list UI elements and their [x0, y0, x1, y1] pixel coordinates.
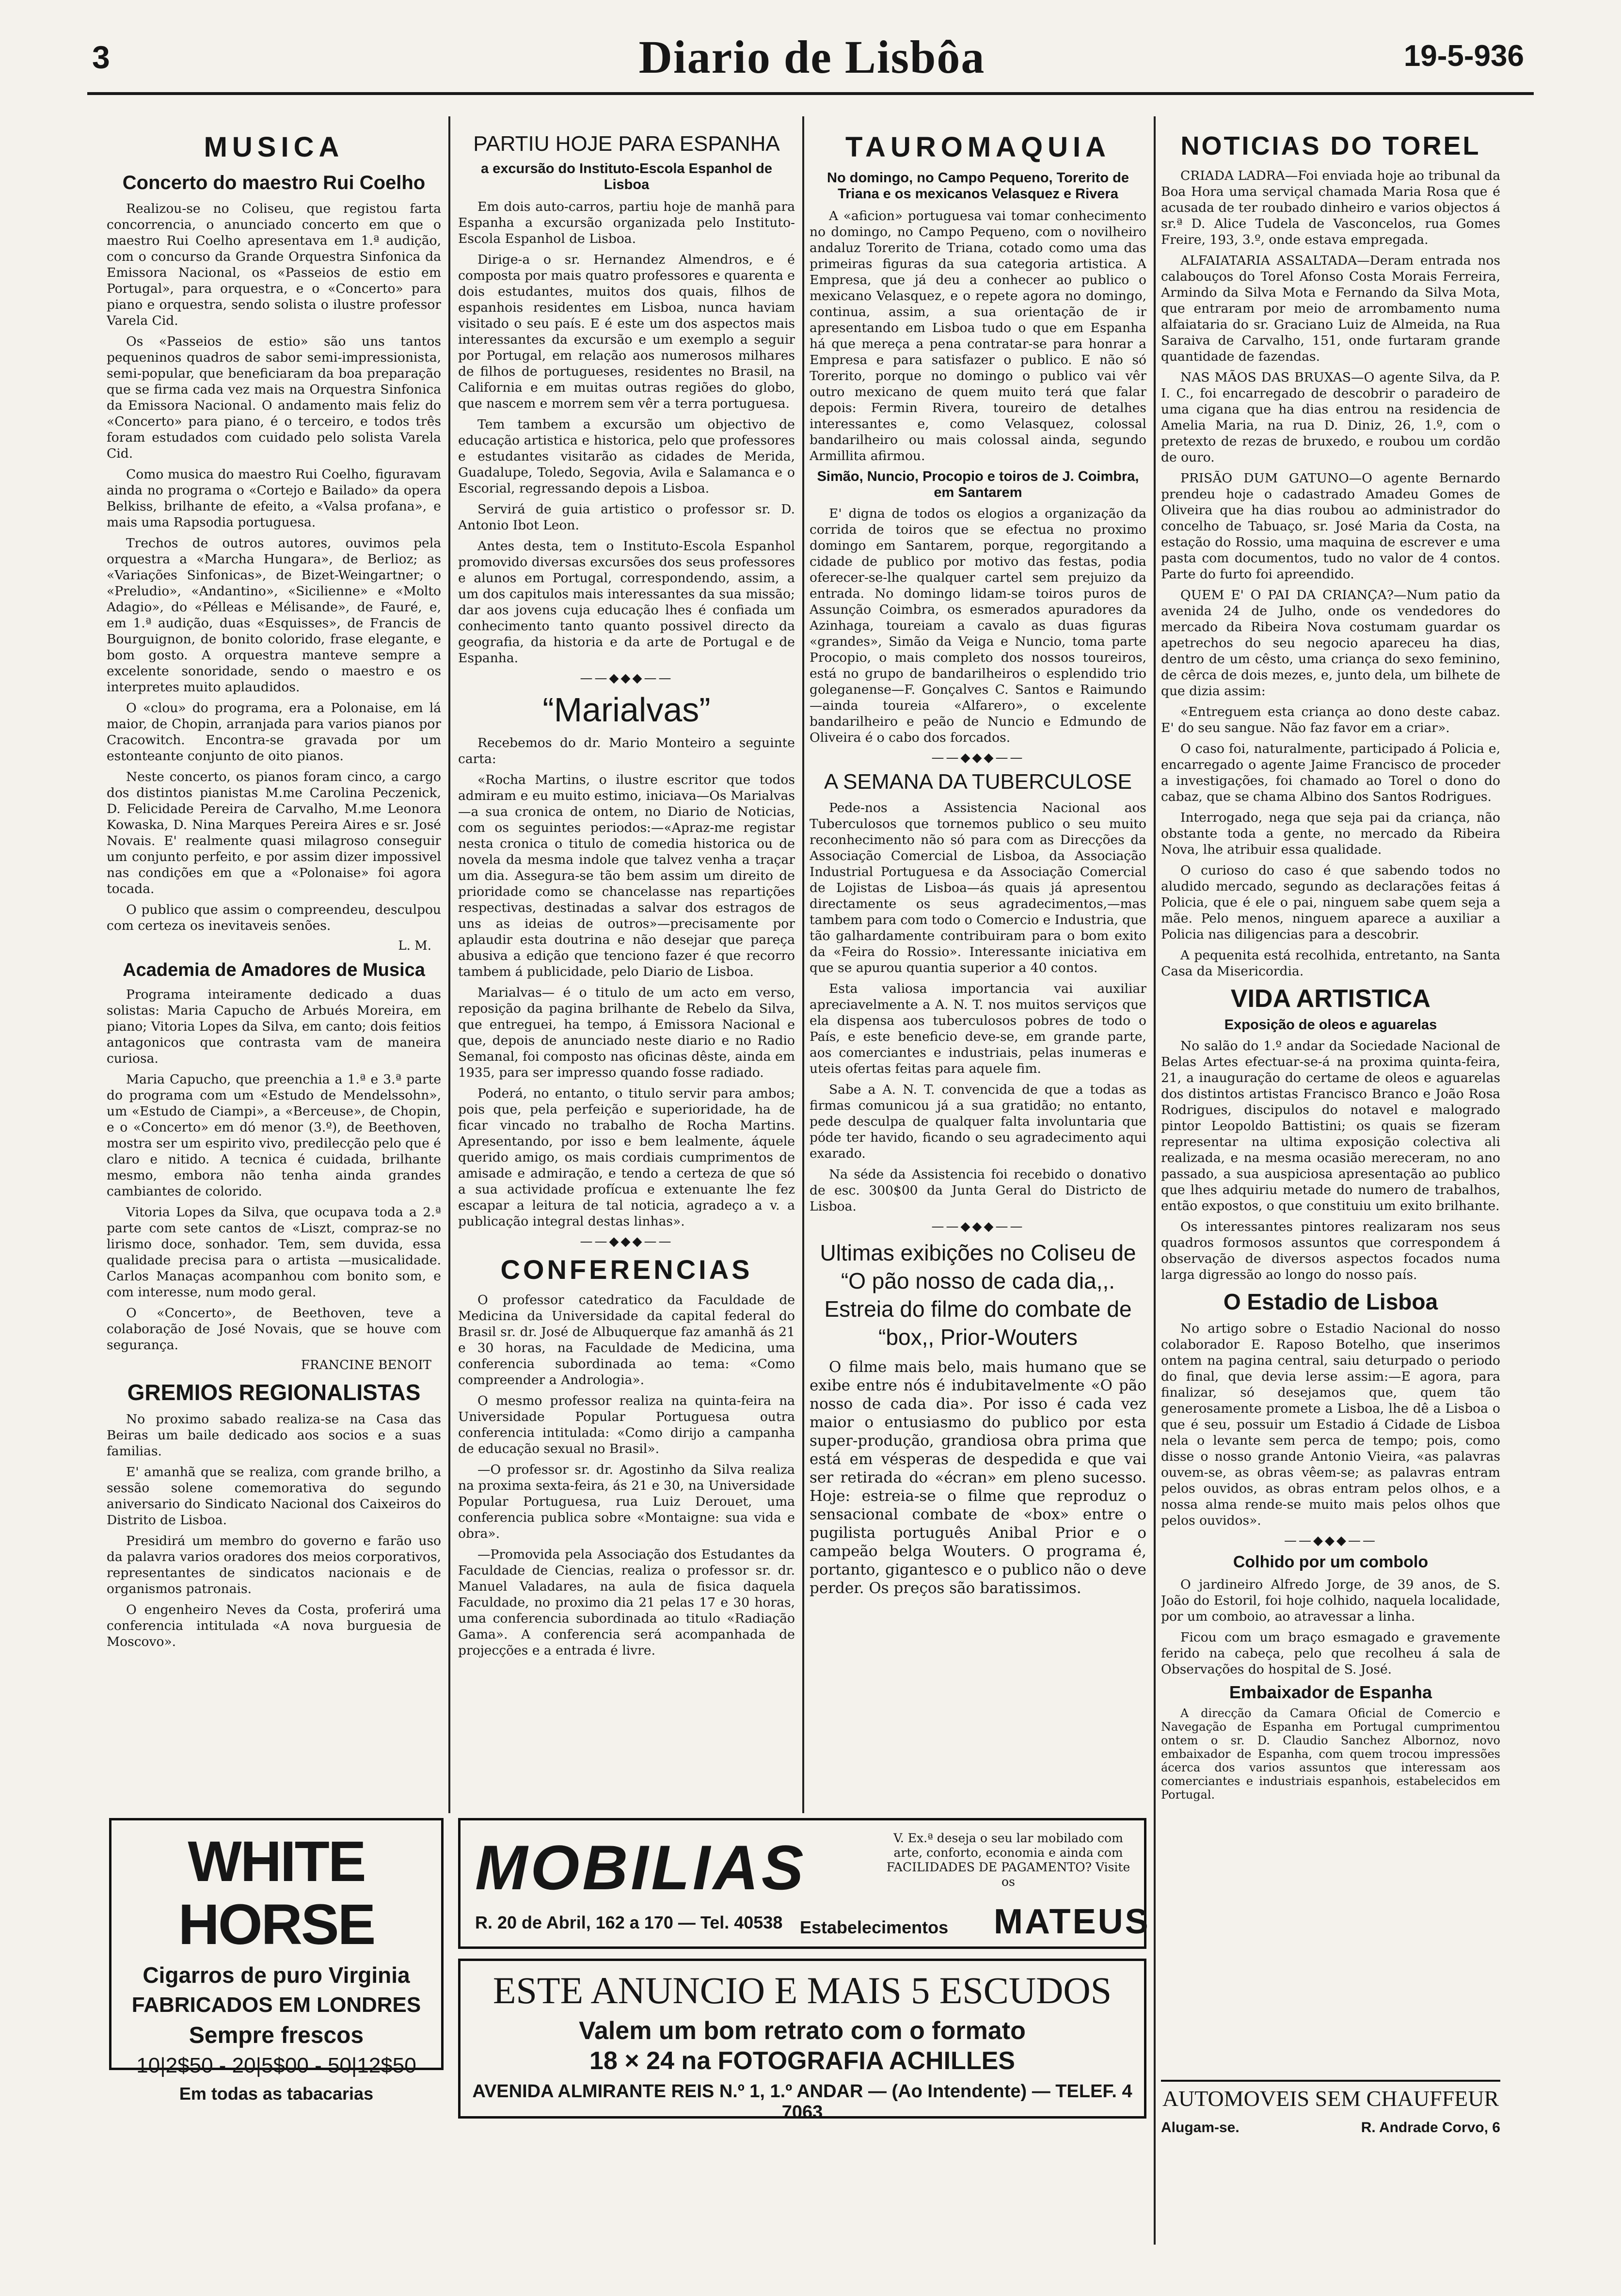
paragraph: Como musica do maestro Rui Coelho, figuravam ainda no programa o «Cortejo e Bailado» da opera Belkiss, brilhante de efeito, a «Valsa profana», e mais uma Rapsodia portuguesa. — [107, 467, 441, 530]
column-divider — [802, 116, 804, 1813]
paragraph: ALFAIATARIA ASSALTADA—Deram entrada nos calabouços do Torel Afonso Costa Morais Ferreira, Armindo da Silva Mota e Fernando da Silva Mota, que entraram por meio de arrombamento numa alfaiataria do sr. Graciano Luiz de Almeida, na Rua Saraiva de Carvalho, 151, onde furtaram grande quantidade de fazendas. — [1161, 253, 1500, 364]
header-rule — [87, 92, 1534, 95]
ad-line: Em todas as tabacarias — [179, 2084, 374, 2104]
paragraph: PRISÃO DUM GATUNO—O agente Bernardo prendeu hoje o cadastrado Amadeu Gomes de Oliveira que ha dias roubou ao administrador do concelho de Tabuaço, sr. José Maria da Costa, na estação do Rossio, uma maquina de escrever e uma pasta com documentos, tudo no valor de 4 contos. Parte do furto foi apreendido. — [1161, 471, 1500, 582]
ad-achilles — [458, 1959, 1146, 2122]
subheadline-excursao: a excursão do Instituto-Escola Espanhol de Lisboa — [480, 161, 773, 192]
paragraph: Poderá, no entanto, o titulo servir para ambos; pois que, pela perfeição e superioridade, ha de ficar vincado no trabalho de Rocha Martins. Apresentando, por isso e bem lealmente, áquele querido amigo, os mais cordiais cumprimentos de amisade e admiração, e tendo a certeza de que só a sua actividade profícua e extenuante lhe fez escapar a leitura de tal noticia, agradeço a v. a publicação integral destas linhas». — [458, 1086, 795, 1229]
paragraph: O curioso do caso é que sabendo todos no aludido mercado, segundo as declarações feitas á Policia, que é ele o pai, ninguem sabe quem seja a mãe. Pelo menos, ninguem aparece a auxiliar a Policia nas diligencias para a descobrir. — [1161, 863, 1500, 942]
paragraph: O professor catedratico da Faculdade de Medicina da Universidade da capital federal do Brasil sr. dr. José de Albuquerque faz amanhã ás 21 e 30 horas, na Faculdade de Medicina, uma conferencia subordinada ao tema: «Como compreender a Andrologia». — [458, 1292, 795, 1387]
separator: ——◆◆◆—— — [931, 750, 1025, 765]
paragraph: Programa inteiramente dedicado a duas solistas: Maria Capucho de Arbués Moreira, em piano; Vitoria Lopes da Silva, em canto; dois feitios antagonicos que contrasta vam de maneira curiosa. — [107, 987, 441, 1066]
ad-line: Estabelecimentos — [800, 1917, 949, 1937]
issue-date: 19-5-936 — [1403, 39, 1524, 73]
subheadline-campo-pequeno: No domingo, no Campo Pequeno, Torerito de Triana e os mexicanos Velasquez e Rivera — [827, 170, 1129, 202]
paragraph: Tem tambem a excursão um objectivo de educação artistica e historica, pelo que professores e estudantes visitarão as cidades de Merida, Guadalupe, Toledo, Segovia, Avila e Salamanca e o Escorial, regressando depois a Lisboa. — [458, 417, 795, 496]
signature: FRANCINE BENOIT — [301, 1358, 431, 1372]
signature: L. M. — [398, 939, 431, 953]
paragraph: E' amanhã que se realiza, com grande brilho, a sessão solene comemorativa do segundo aniversario do Sindicato Nacional dos Caixeiros do Distrito de Lisboa. — [107, 1465, 441, 1528]
section-title-musica: MUSICA — [204, 131, 344, 163]
paragraph: No proximo sabado realiza-se na Casa das Beiras um baile dedicado aos socios e a suas familias. — [107, 1412, 441, 1459]
paragraph: Vitoria Lopes da Silva, que ocupava toda a 2.ª parte com sete cantos de «Liszt, compraz-se no lirismo doce, sonhador. Tem, sem duvida, essa qualidade precisa para o artista —musicalidade. Carlos Manaças acompanhou com bonito som, e com interesse, num modo geral. — [107, 1205, 441, 1300]
paragraph: O mesmo professor realiza na quinta-feira na Universidade Popular Portuguesa outra conferencia intitulada: «Como dirijo a campanha de educação sexual no Brasil». — [458, 1393, 795, 1456]
newspaper-title: Diario de Lisbôa — [638, 31, 985, 83]
paragraph: —Promovida pela Associação dos Estudantes da Faculdade de Ciencias, realiza o professor sr. dr. Manuel Valadares, na aula de fisica daquela Faculdade, no proximo dia 21 pelas 17 e 30 horas, uma conferencia subordinada ao titulo «Radiação Gama». A conferencia será acompanhada de projecções e a entrada é livre. — [458, 1547, 795, 1658]
paragraph: Maria Capucho, que preenchia a 1.ª e 3.ª parte do programa com um «Estudo de Mendelssohn», um «Estudo de Ciampi», a «Berceuse», de Chopin, e o «Concerto» em dó menor (3.º), de Beethoven, mostra ser um espirito vivo, predilecção pelo que é claro e nitido. A tecnica é cuidada, brilhante mesmo, embora não tenha ainda grandes cambiantes de colorido. — [107, 1072, 441, 1199]
paragraph: Sabe a A. N. T. convencida de que a todas as firmas comunicou já a sua gratidão; no entanto, pede desculpa de qualquer falta involuntaria que póde ter havido, ficando o seu agradecimento aqui exarado. — [810, 1082, 1146, 1161]
headline-combolo: Colhido por um combolo — [1233, 1553, 1429, 1571]
paragraph: Na séde da Assistencia foi recebido o donativo de esc. 300$00 da Junta Geral do Districto de Lisboa. — [810, 1167, 1146, 1214]
paragraph: Interrogado, nega que seja pai da criança, não obstante toda a gente, no mercado da Ribeira Nova, lhe atribuir essa qualidade. — [1161, 810, 1500, 857]
paragraph: Ficou com um braço esmagado e gravemente ferido na cabeça, pelo que recolheu á sala de Observações do hospital de S. José. — [1161, 1630, 1500, 1677]
ad-address: R. 20 de Abril, 162 a 170 — Tel. 40538 — [475, 1913, 783, 1932]
paragraph: No artigo sobre o Estadio Nacional do nosso colaborador E. Raposo Botelho, que inserimos ontem na pagina central, saiu deturpado o periodo do final, que devia lerse assim:—E agora, para finalizar, só desejamos que, quem tão generosamente promete a Lisboa, lhe dê a Lisboa o que é seu, possuir um Estadio á Cidade de Lisboa nela o levante sem perca de tempo; pois, como disse o nosso grande Antonio Vieira, «as palavras ouvem-se, as obras vêem-se; as palavras entram pelos ouvidos, as obras entram pelos olhos, e a nossa alma rende-se muito mais pelos olhos que pelos ouvidos». — [1161, 1321, 1500, 1528]
headline-partiu: PARTIU HOJE PARA ESPANHA — [473, 132, 780, 156]
paragraph: Os «Passeios de estio» são uns tantos pequeninos quadros de sabor semi-impressionista, semi-popular, que beneficiaram da boa preparação que se firma cada vez mais na Orquestra Sinfonica da Emissora Nacional. O andamento mais feliz do «Concerto» para piano, é o terceiro, e todos três foram estudados com cuidado pelo solista Varela Cid. — [107, 334, 441, 461]
paragraph: QUEM E' O PAI DA CRIANÇA?—Num patio da avenida 24 de Julho, onde os vendedores do mercado da Ribeira Nova costumam guardar os apetrechos do seu negocio apareceu ha dias, dentro de um cêsto, uma criança do sexo feminino, de cêrca de dois mezes, e, junto dela, um bilhete de que dizia assim: — [1161, 588, 1500, 699]
paragraph: Neste concerto, os pianos foram cinco, a cargo dos distintos pianistas M.me Carolina Peczenick, D. Felicidade Pereira de Carvalho, M.me Leonora Kowaska, D. Nina Marques Pereira Aires e sr. José Novais. E' realmente quasi milagroso conseguir um conjunto perfeito, e por assim dizer impossivel nas condições em que a «Polonaise» foi agora tocada. — [107, 769, 441, 896]
ad-prices: 10|2$50 - 20|5$00 - 50|12$50 — [136, 2054, 416, 2077]
paragraph: O publico que assim o compreendeu, desculpou com certeza os inevitaveis senões. — [107, 902, 441, 933]
paragraph: Servirá de guia artistico o professor sr. D. Antonio Ibot Leon. — [458, 502, 795, 533]
ad-copy: V. Ex.ª deseja o seu lar mobilado com arte, conforto, economia e ainda com FACILIDADES DE PAGAMENTO? Visite os — [886, 1831, 1130, 1889]
headline-marialvas: “Marialvas” — [542, 691, 711, 729]
column-tauromaquia — [810, 112, 1146, 1808]
column-torel — [1161, 112, 1500, 2051]
section-title-tauromaquia: TAUROMAQUIA — [845, 131, 1111, 163]
subheadline-santarem: Simão, Nuncio, Procopio e toiros de J. Coimbra, em Santarem — [817, 469, 1139, 500]
ad-line: FABRICADOS EM LONDRES — [131, 1993, 421, 2017]
headline-coliseu: Ultimas exibições no Coliseu de “O pão nosso de cada dia,,. Estreia do filme do combate de “box,, Prior-Wouters — [820, 1240, 1136, 1350]
paragraph: —O professor sr. dr. Agostinho da Silva realiza na proxima sexta-feira, ás 21 e 30, na Universidade Popular Portuguesa, rua Luiz Derouet, uma conferencia publica sobre «Montaigne: sua vida e obra». — [458, 1462, 795, 1541]
ad-brand: MOBILIAS — [475, 1832, 807, 1903]
ad-white-horse — [109, 1818, 444, 2104]
ad-automoveis — [1161, 2080, 1500, 2145]
ad-line: Alugam-se. — [1161, 2120, 1240, 2136]
paragraph: Pede-nos a Assistencia Nacional aos Tuberculosos que tornemos publico o seu muito reconhecimento não só para com as Direcções da Associação Comercial de Lisboa, da Associação Industrial Portuguesa e da Associação Comercial de Lojistas de Lisboa—ás quais já apresentou directamente os seus agradecimentos,—mas tambem para com todo o Comercio e Industria, que tão galhardamente contribuiram para o bom exito da «Feira do Rossio». Interessante iniciativa em que se apurou quantia superior a 40 contos. — [810, 800, 1146, 975]
paragraph: A «aficion» portuguesa vai tomar conhecimento no domingo, no Campo Pequeno, com o novilheiro andaluz Torerito de Triana, cotado como uma das primeiras figuras da sua categoria artistica. A Empresa, que já deu a conhecer ao publico o mexicano Velasquez, e o repete agora no domingo, continua, assim, a sua orientação de ir apresentando em Lisboa tudo o que em Espanha há que mereça a pena contratar-se para honrar a Empresa e para satisfazer o publico. E não só Torerito, porque no domingo o publico vai vêr outro mexicano de quem muito terá que falar depois: Fermin Rivera, toureiro de detalhes interessantes e, como Velasquez, colossal bandarilheiro ou mais colossal ainda, segundo Armillita afirmou. — [810, 208, 1146, 463]
ad-line: ESTE ANUNCIO E MAIS 5 ESCUDOS — [493, 1969, 1112, 2011]
paragraph: «Rocha Martins, o ilustre escritor que todos admiram e eu muito estimo, iniciava—Os Marialvas—a sua cronica de ontem, no Diario de Noticias, com os seguintes periodos:—«Apraz-me registar nesta cronica o titulo de comedia historica ou de novela da mesma indole que talvez venha a traçar um dia. Assegura-se tão bem assim um direito de prioridade como se chancelasse nas repartições respectivas, destinadas a salvar dos estragos de uns as ideias de outros»—precisamente por aplaudir esta doutrina e não desejar que pareça abusiva a edição que tenciono fazer é que recorro tambem á publicidade, pelo Diario de Lisboa. — [458, 772, 795, 979]
ad-line: Sempre frescos — [189, 2023, 364, 2048]
ad-line: 18 × 24 na FOTOGRAFIA ACHILLES — [589, 2047, 1015, 2075]
paragraph: NAS MÃOS DAS BRUXAS—O agente Silva, da P. I. C., foi encarregado de descobrir o paradeiro de uma cigana que ha dias entrou na residencia de Amelia Maria, na rua D. Diniz, 26, 1.º, com o pretexto de rezas de bruxedo, e roubou um cordão de ouro. — [1161, 370, 1500, 465]
paragraph: Marialvas— é o titulo de um acto em verso, reposição da pagina brilhante de Rebelo da Silva, que entreguei, ha tempo, á Emissora Nacional e que, depois de anunciado neste diario e no Radio Semanal, foi composto nas oficinas dêste, ainda em 1935, para ser impresso quando fosse radiado. — [458, 985, 795, 1080]
paragraph: Dirige-a o sr. Hernandez Almendros, e é composta por mais quatro professores e quarenta e dois estudantes, muitos dos quais, filhos de espanhois residentes em Lisboa, nunca haviam visitado o seu país. E é este um dos aspectos mais interessantes da excursão e um exemplo a seguir por Portugal, em relação aos numerosos milhares de filhos de portugueses, residentes no Brasil, na California e em muitas outras regiões do globo, que nascem e morrem sem vêr a terra portuguesa. — [458, 252, 795, 411]
headline-gremios: GREMIOS REGIONALISTAS — [127, 1380, 421, 1405]
section-title-conferencias: CONFERENCIAS — [500, 1254, 753, 1285]
paragraph: O «clou» do programa, era a Polonaise, em lá maior, de Chopin, arranjada para varios pianos por Cracowitch. Encontra-se gravada por um estonteante conjunto de oito pianos. — [107, 701, 441, 764]
headline-vida-artistica: VIDA ARTISTICA — [1230, 985, 1431, 1013]
paragraph: Presidirá um membro do governo e farão uso da palavra varios oradores dos meios corporativos, representantes de sindicatos nacionais e de organismos patronais. — [107, 1533, 441, 1596]
paragraph: Os interessantes pintores realizaram nos seus quadros formosos assuntos que correspondem á observação de diversos aspectos focados numa larga digressão ao longo do nosso país. — [1161, 1219, 1500, 1282]
ad-mobilias — [458, 1818, 1150, 1949]
subheadline-exposicao: Exposição de oleos e aguarelas — [1224, 1017, 1437, 1033]
section-title-torel: NOTICIAS DO TOREL — [1180, 131, 1481, 160]
paragraph: Antes desta, tem o Instituto-Escola Espanhol promovido diversas excursões dos seus professores e alunos em Portugal, correspondendo, assim, a um dos capitulos mais interessantes da sua missão; dar aos jovens cuja educação lhes é confiada um conhecimento tanto quanto possivel directo da geografia, da historia e da arte de Portugal e de Espanha. — [458, 539, 795, 666]
headline-estadio: O Estadio de Lisboa — [1223, 1289, 1438, 1314]
column-divider — [1154, 116, 1156, 2245]
ad-address: AVENIDA ALMIRANTE REIS N.º 1, 1.º ANDAR — (Ao Intendente) — TELEF. 4 7063 — [472, 2081, 1132, 2122]
paragraph: O engenheiro Neves da Costa, proferirá uma conferencia intitulada «A nova burguesia de Moscovo». — [107, 1602, 441, 1649]
paragraph: O filme mais belo, mais humano que se exibe entre nós é indubitavelmente «O pão nosso de cada dia». Por isso é cada vez maior o entusiasmo do publico por esta super-produção, grandiosa obra prima que está em vésperas de despedida e que vai ser retirada do «écran» em pleno sucesso. Hoje: estreia-se o filme que reproduz o sensacional combate de «box» entre o pugilista português Anibal Prior e o campeão belga Wouters. O programa é, portanto, gigantesco e o publico não o deve perder. Os preços são baratissimos. — [810, 1358, 1146, 1597]
separator: ——◆◆◆—— — [580, 671, 673, 686]
column-espanha — [458, 112, 795, 1808]
paragraph: Em dois auto-carros, partiu hoje de manhã para Espanha a excursão organizada pelo Instituto-Escola Espanhol de Lisboa. — [458, 199, 795, 246]
column-musica — [107, 112, 441, 1803]
paragraph: «Entreguem esta criança ao dono deste cabaz. E' do seu sangue. Não faz favor em a criar». — [1161, 704, 1500, 735]
paragraph: Trechos de outros autores, ouvimos pela orquestra a «Marcha Hungara», de Berlioz; as «Variações Sinfonicas», de Bizet-Weingartner; o «Preludio», «Andantino», «Sicilienne» e «Molto Adagio», do «Pélleas e Mélisande», de Fauré, e, em 1.ª audição, duas «Esquisses», de Francis de Bourguignon, de bonito colorido, frase elegante, e bom gosto. A orquestra manteve sempre a excelente sonoridade, sendo o maestro e os interpretes muito aplaudidos. — [107, 536, 441, 695]
paragraph: E' digna de todos os elogios a organização da corrida de toiros que se efectua no proximo domingo em Santarem, porque, regorgitando a cidade de publico por motivo das festas, podia oferecer-se-lhe qualquer cartel sem prejuizo da entrada. No domingo lidam-se toiros puros de Assunção Coimbra, os esmerados apuradores da Azinhaga, toureiam a cavalo as duas figuras «grandes», Simão da Veiga e Nuncio, toma parte Procopio, o mais completo dos nossos toureiros, está no grupo de bandarilheiros o esplendido trio goleganense—F. Gonçalves C. Santos e Raimundo—ainda toureia «Alfarero», o excelente bandarilheiro e peão de Nuncio e Edmundo de Oliveira é o cabo dos forcados. — [810, 506, 1146, 745]
headline-academia: Academia de Amadores de Musica — [123, 960, 425, 980]
ad-brand: MATEUS — [994, 1902, 1150, 1941]
separator: ——◆◆◆—— — [931, 1219, 1025, 1234]
paragraph: Recebemos do dr. Mario Monteiro a seguinte carta: — [458, 735, 795, 766]
paragraph: A pequenita está recolhida, entretanto, na Santa Casa da Misericordia. — [1161, 948, 1500, 979]
paragraph: O jardineiro Alfredo Jorge, de 39 anos, de S. João do Estoril, foi hoje colhido, naquela localidade, por um comboio, ao atravessar a linha. — [1161, 1577, 1500, 1624]
paragraph: O caso foi, naturalmente, participado á Policia e, encarregado o agente Jaime Francisco de proceder a investigações, foi chamado ao Torel o dono do cabaz, que se chama Albino dos Santos Rodrigues. — [1161, 741, 1500, 804]
ad-brand: AUTOMOVEIS SEM CHAUFFEUR — [1162, 2086, 1499, 2111]
page-number: 3 — [92, 39, 110, 75]
paragraph: No salão do 1.º andar da Sociedade Nacional de Belas Artes efectuar-se-á na proxima quinta-feira, 21, a inauguração do certame de oleos e aguarelas dos distintos artistas Francisco Branco e João Rosa Rodrigues, discipulos do notavel e malogrado pintor Leopoldo Battistini; os quais se fizeram representar na ultima exposição colectiva ali realizada, e na mesma ocasião mereceram, no ano passado, a sua auspiciosa apresentação ao publico que lhes adquiriu metade do numero de trabalhos, então expostos, o que constituiu um exito brilhante. — [1161, 1038, 1500, 1213]
separator: ——◆◆◆—— — [1284, 1533, 1377, 1548]
ad-brand: WHITE HORSE — [178, 1830, 375, 1957]
paragraph: A direcção da Camara Oficial de Comercio e Navegação de Espanha em Portugal cumprimentou ontem o sr. D. Claudio Sanchez Albornoz, novo embaixador de Espanha, com quem trocou impressões ácerca dos varios assuntos que interessam aos comerciantes e industriais espanhois, estabelecidos em Portugal. — [1161, 1706, 1500, 1802]
headline-tuberculose: A SEMANA DA TUBERCULOSE — [824, 770, 1132, 794]
paragraph: Realizou-se no Coliseu, que registou farta concorrencia, o anunciado concerto em que o maestro Rui Coelho apresentava em 1.ª audição, com o concurso da Grande Orquestra Sinfonica da Emissora Nacional, os «Passeios de estio em Portugal», para orquestra, e o «Concerto» para piano e orquestra, sendo solista o ilustre professor Varela Cid. — [107, 201, 441, 328]
paragraph: O «Concerto», de Beethoven, teve a colaboração de José Novais, que se houve com segurança. — [107, 1306, 441, 1353]
ad-line: Valem um bom retrato com o formato — [579, 2017, 1026, 2045]
headline-embaixador: Embaixador de Espanha — [1229, 1682, 1432, 1702]
ad-address: R. Andrade Corvo, 6 — [1361, 2120, 1500, 2136]
separator: ——◆◆◆—— — [580, 1234, 673, 1249]
paragraph: CRIADA LADRA—Foi enviada hoje ao tribunal da Boa Hora uma serviçal chamada Maria Rosa que é acusada de ter roubado dinheiro e varios objectos á sr.ª D. Alice Tudela de Vasconcelos, rua Gomes Freire, 193, 3.º, onde estava empregada. — [1161, 168, 1500, 247]
paragraph: Esta valiosa importancia vai auxiliar apreciavelmente a A. N. T. nos muitos serviços que ela dispensa aos tuberculosos pobres de todo o País, e este beneficio deve-se, em grande parte, aos comerciantes e industriais, pelas inumeras e uteis ofertas feitas para aquele fim. — [810, 981, 1146, 1076]
column-divider — [448, 116, 450, 1813]
headline-concerto: Concerto do maestro Rui Coelho — [122, 172, 426, 193]
ad-line: Cigarros de puro Virginia — [143, 1962, 410, 1988]
